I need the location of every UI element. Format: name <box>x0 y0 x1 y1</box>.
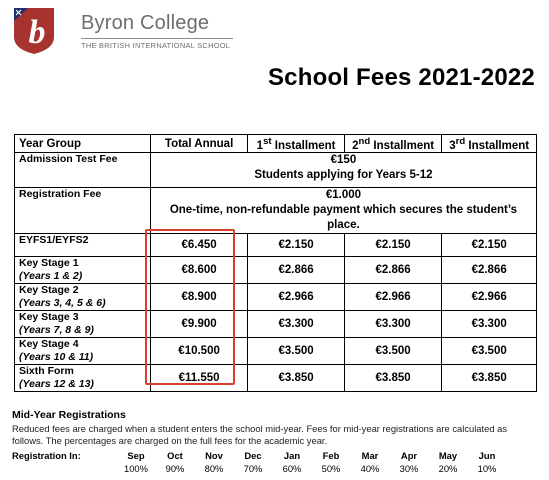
month-percentage: 30% <box>399 463 419 474</box>
header-installment-3-num: 3 <box>449 139 456 152</box>
registration-fee-row <box>15 188 537 234</box>
admission-fee-cell <box>150 153 536 188</box>
header-installment-1-word: Installment <box>271 139 336 152</box>
month-percentage: 60% <box>282 463 302 474</box>
registration-fee-cell <box>150 188 536 234</box>
row-sublabel: (Years 1 & 2) <box>19 269 83 282</box>
row-label-cell <box>15 338 151 365</box>
header-installment-2-num: 2 <box>352 139 359 152</box>
admission-fee-note: Students applying for Years 5-12 <box>254 169 433 181</box>
installment-1-cell: €2.150 <box>248 234 345 257</box>
month-percentage: 10% <box>477 463 497 474</box>
total-annual-cell: €8.900 <box>150 284 247 311</box>
header-installment-2-sup: nd <box>358 135 371 147</box>
month-label: May <box>438 450 458 461</box>
row-label: Key Stage 3 <box>19 311 79 323</box>
header-installment-1 <box>248 135 345 153</box>
month-label: Feb <box>322 450 340 461</box>
byron-college-logo <box>13 7 303 57</box>
installment-2-cell: €3.850 <box>344 365 441 392</box>
month-percentage: 40% <box>360 463 380 474</box>
admission-fee-amount: €150 <box>330 154 357 166</box>
total-annual-cell: €9.900 <box>150 311 247 338</box>
table-row <box>15 284 537 311</box>
installment-1-cell: €2.966 <box>248 284 345 311</box>
month-percentage: 50% <box>321 463 341 474</box>
month-label: Dec <box>244 450 262 461</box>
row-label-cell <box>15 257 151 284</box>
installment-3-cell: €3.300 <box>442 311 537 338</box>
row-sublabel: (Years 7, 8 & 9) <box>19 323 94 336</box>
header-installment-3-word: Installment <box>465 139 530 152</box>
admission-fee-label: Admission Test Fee <box>15 153 151 188</box>
installment-2-cell: €2.866 <box>344 257 441 284</box>
table-row <box>15 338 537 365</box>
month-percentage: 70% <box>243 463 263 474</box>
total-annual-cell: €11.550 <box>150 365 247 392</box>
admission-fee-row <box>15 153 537 188</box>
fees-table <box>14 134 537 392</box>
row-label-cell <box>15 365 151 392</box>
installment-3-cell: €2.150 <box>442 234 537 257</box>
month-label: Apr <box>400 450 418 461</box>
month-label: Nov <box>205 450 223 461</box>
svg-text:b: b <box>28 14 46 51</box>
installment-2-cell: €2.966 <box>344 284 441 311</box>
total-annual-cell: €10.500 <box>150 338 247 365</box>
page-title: School Fees 2021-2022 <box>267 64 535 91</box>
month-percentage: 100% <box>124 463 148 474</box>
row-label: Key Stage 1 <box>19 257 79 269</box>
registration-fee-note: One-time, non-refundable payment which secures the student’s place. <box>169 204 518 231</box>
installment-3-cell: €3.500 <box>442 338 537 365</box>
row-label-cell <box>15 284 151 311</box>
header-installment-1-num: 1 <box>256 139 264 152</box>
installment-2-cell: €2.150 <box>344 234 441 257</box>
table-row <box>15 257 537 284</box>
row-label: Key Stage 2 <box>19 284 79 296</box>
total-annual-cell: €6.450 <box>150 234 247 257</box>
month-label: Oct <box>167 450 183 461</box>
installment-2-cell: €3.300 <box>344 311 441 338</box>
header-installment-3 <box>442 135 537 153</box>
month-label: Jun <box>478 450 496 461</box>
row-label-cell <box>15 311 151 338</box>
installment-3-cell: €2.866 <box>442 257 537 284</box>
installment-2-cell: €3.500 <box>344 338 441 365</box>
registration-in-label: Registration In: <box>12 450 81 461</box>
registration-fee-amount: €1.000 <box>325 189 362 201</box>
shield-logo-icon <box>13 7 55 55</box>
table-header-row <box>15 135 537 153</box>
installment-1-cell: €3.500 <box>248 338 345 365</box>
registration-fee-label: Registration Fee <box>15 188 151 234</box>
row-sublabel: (Years 3, 4, 5 & 6) <box>19 296 106 309</box>
row-sublabel: (Years 12 & 13) <box>19 377 94 390</box>
installment-1-cell: €2.866 <box>248 257 345 284</box>
row-label: Sixth Form <box>19 365 74 377</box>
header-total-annual: Total Annual <box>150 135 247 153</box>
month-percentage: 90% <box>165 463 185 474</box>
installment-3-cell: €3.850 <box>442 365 537 392</box>
installment-3-cell: €2.966 <box>442 284 537 311</box>
installment-1-cell: €3.850 <box>248 365 345 392</box>
mid-year-title: Mid-Year Registrations <box>12 409 126 421</box>
month-label: Mar <box>361 450 379 461</box>
total-annual-cell: €8.600 <box>150 257 247 284</box>
table-row <box>15 365 537 392</box>
brand-name: Byron College <box>81 12 210 34</box>
header-year-group: Year Group <box>15 135 151 153</box>
header-installment-3-sup: rd <box>455 135 466 147</box>
month-percentage: 20% <box>438 463 458 474</box>
row-label: Key Stage 4 <box>19 338 79 350</box>
month-percentage: 80% <box>204 463 224 474</box>
header-installment-1-sup: st <box>263 135 272 147</box>
table-row <box>15 311 537 338</box>
header-installment-2-word: Installment <box>370 139 435 152</box>
brand-tagline: THE BRITISH INTERNATIONAL SCHOOL <box>81 41 231 50</box>
brand-divider <box>81 38 233 39</box>
month-label: Sep <box>127 450 145 461</box>
month-label: Jan <box>283 450 301 461</box>
header-installment-2 <box>344 135 441 153</box>
row-sublabel: (Years 10 & 11) <box>19 350 94 363</box>
installment-1-cell: €3.300 <box>248 311 345 338</box>
table-row <box>15 234 537 257</box>
row-label: EYFS1/EYFS2 <box>15 234 151 257</box>
mid-year-description: Reduced fees are charged when a student enters the school mid-year. Fees for mid-year registrations are calculated as follows. The percentages are charged on the full fees for the academic year. <box>12 423 508 446</box>
